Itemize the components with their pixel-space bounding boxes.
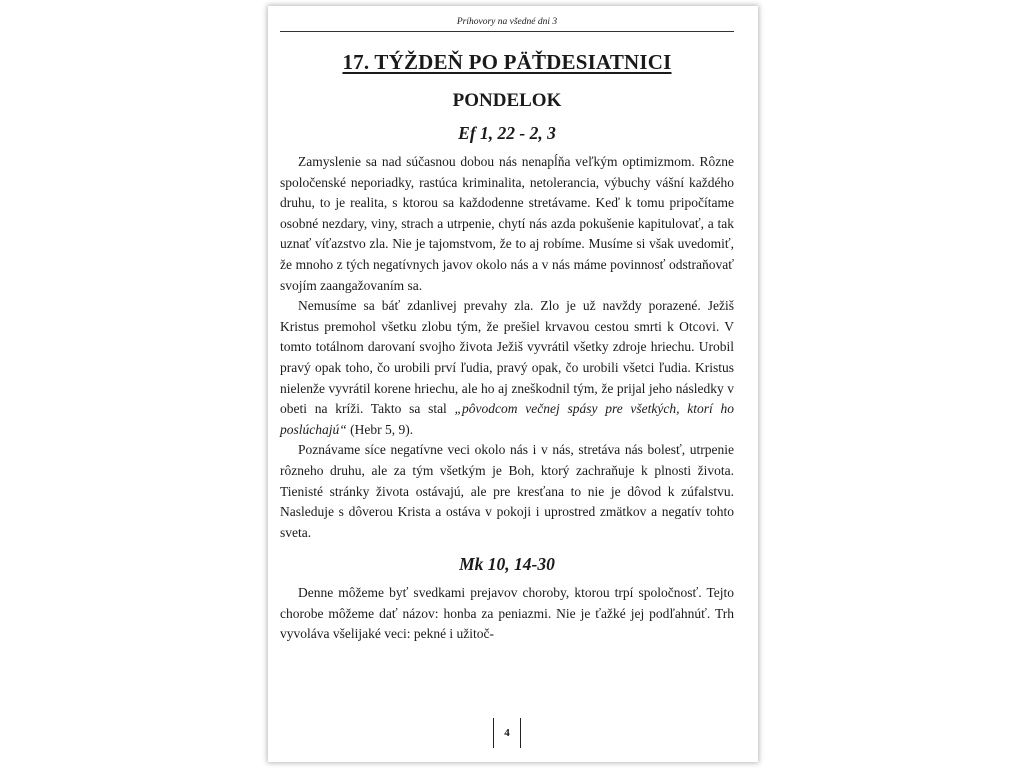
page-content <box>280 6 734 645</box>
paragraph <box>280 152 734 296</box>
day-title: PONDELOK <box>452 90 562 111</box>
scripture-reference: Mk 10, 14-30 <box>459 554 555 575</box>
scripture-quote: „pôvodcom večnej spásy pre všetkých, ktorí ho poslúchajú“ <box>280 401 734 437</box>
scripture-reference: Ef 1, 22 - 2, 3 <box>458 123 556 143</box>
paragraph-text: Zamyslenie sa nad súčasnou dobou nás nenapĺňa veľkým optimizmom. Rôzne spoločenské neporiadky, rastúca kriminalita, netolerancia, výbuchy vášní každého druhu, to je realita, s ktorou sa každodenne stretávame. Keď k tomu pripočítame osobné nezdary, viny, strach a utrpenie, chytí nás azda pokušenie kapitulovať, a tak uznať víťazstvo zla. Nie je tajomstvom, že to aj robíme. Musíme si však uvedomiť, že mnoho z tých negatívnych javov okolo nás a v nás máme povinnosť odstraňovať svojím zaangažovaním sa. <box>280 154 734 293</box>
book-page <box>268 6 758 762</box>
citation: (Hebr 5, 9). <box>346 421 414 437</box>
section-reading-2 <box>280 554 734 645</box>
chapter-title: 17. TÝŽDEŇ PO PÄŤDESIATNICI <box>342 50 672 74</box>
paragraph-text: Nemusíme sa báť zdanlivej prevahy zla. Zlo je už navždy porazené. Ježiš Kristus premohol všetku zlobu tým, že prešiel krvavou cestou smrti k Otcovi. V tomto totálnom darovaní svojho života Ježiš vyvrátil všetky zdroje hriechu. Urobil pravý opak toho, čo urobili prví ľudia, pravý opak, čo urobili všetci ľudia. Kristus nielenže vyvrátil korene hriechu, ale ho aj zneškodnil tým, že prijal jeho následky v obeti na kríži. Takto sa stal <box>280 298 734 417</box>
paragraph <box>280 296 734 440</box>
paragraph-text: Poznávame síce negatívne veci okolo nás i v nás, stretáva nás bolesť, utrpenie rôzneho druhu, ale za tým všetkým je Boh, ktorý zachraňuje k plnosti života. Tienisté stránky života ostávajú, ale pre kresťana to nie je dôvod k zúfalstvu. Nasleduje s dôverou Krista a ostáva v pokoji i uprostred zmätkov a negatív tohto sveta. <box>280 442 734 540</box>
page-number <box>493 718 521 748</box>
paragraph <box>280 440 734 543</box>
paragraph <box>280 583 734 645</box>
page-number-text: 4 <box>504 727 510 739</box>
running-head: Príhovory na všedné dni 3 <box>280 17 734 32</box>
section-reading-1 <box>280 123 734 543</box>
paragraph-text: Denne môžeme byť svedkami prejavov choroby, ktorou trpí spoločnosť. Tejto chorobe môžeme dať názov: honba za peniazmi. Nie je ťažké jej podľahnúť. Trh vyvoláva všelijaké veci: pekné i užitoč- <box>280 585 734 642</box>
